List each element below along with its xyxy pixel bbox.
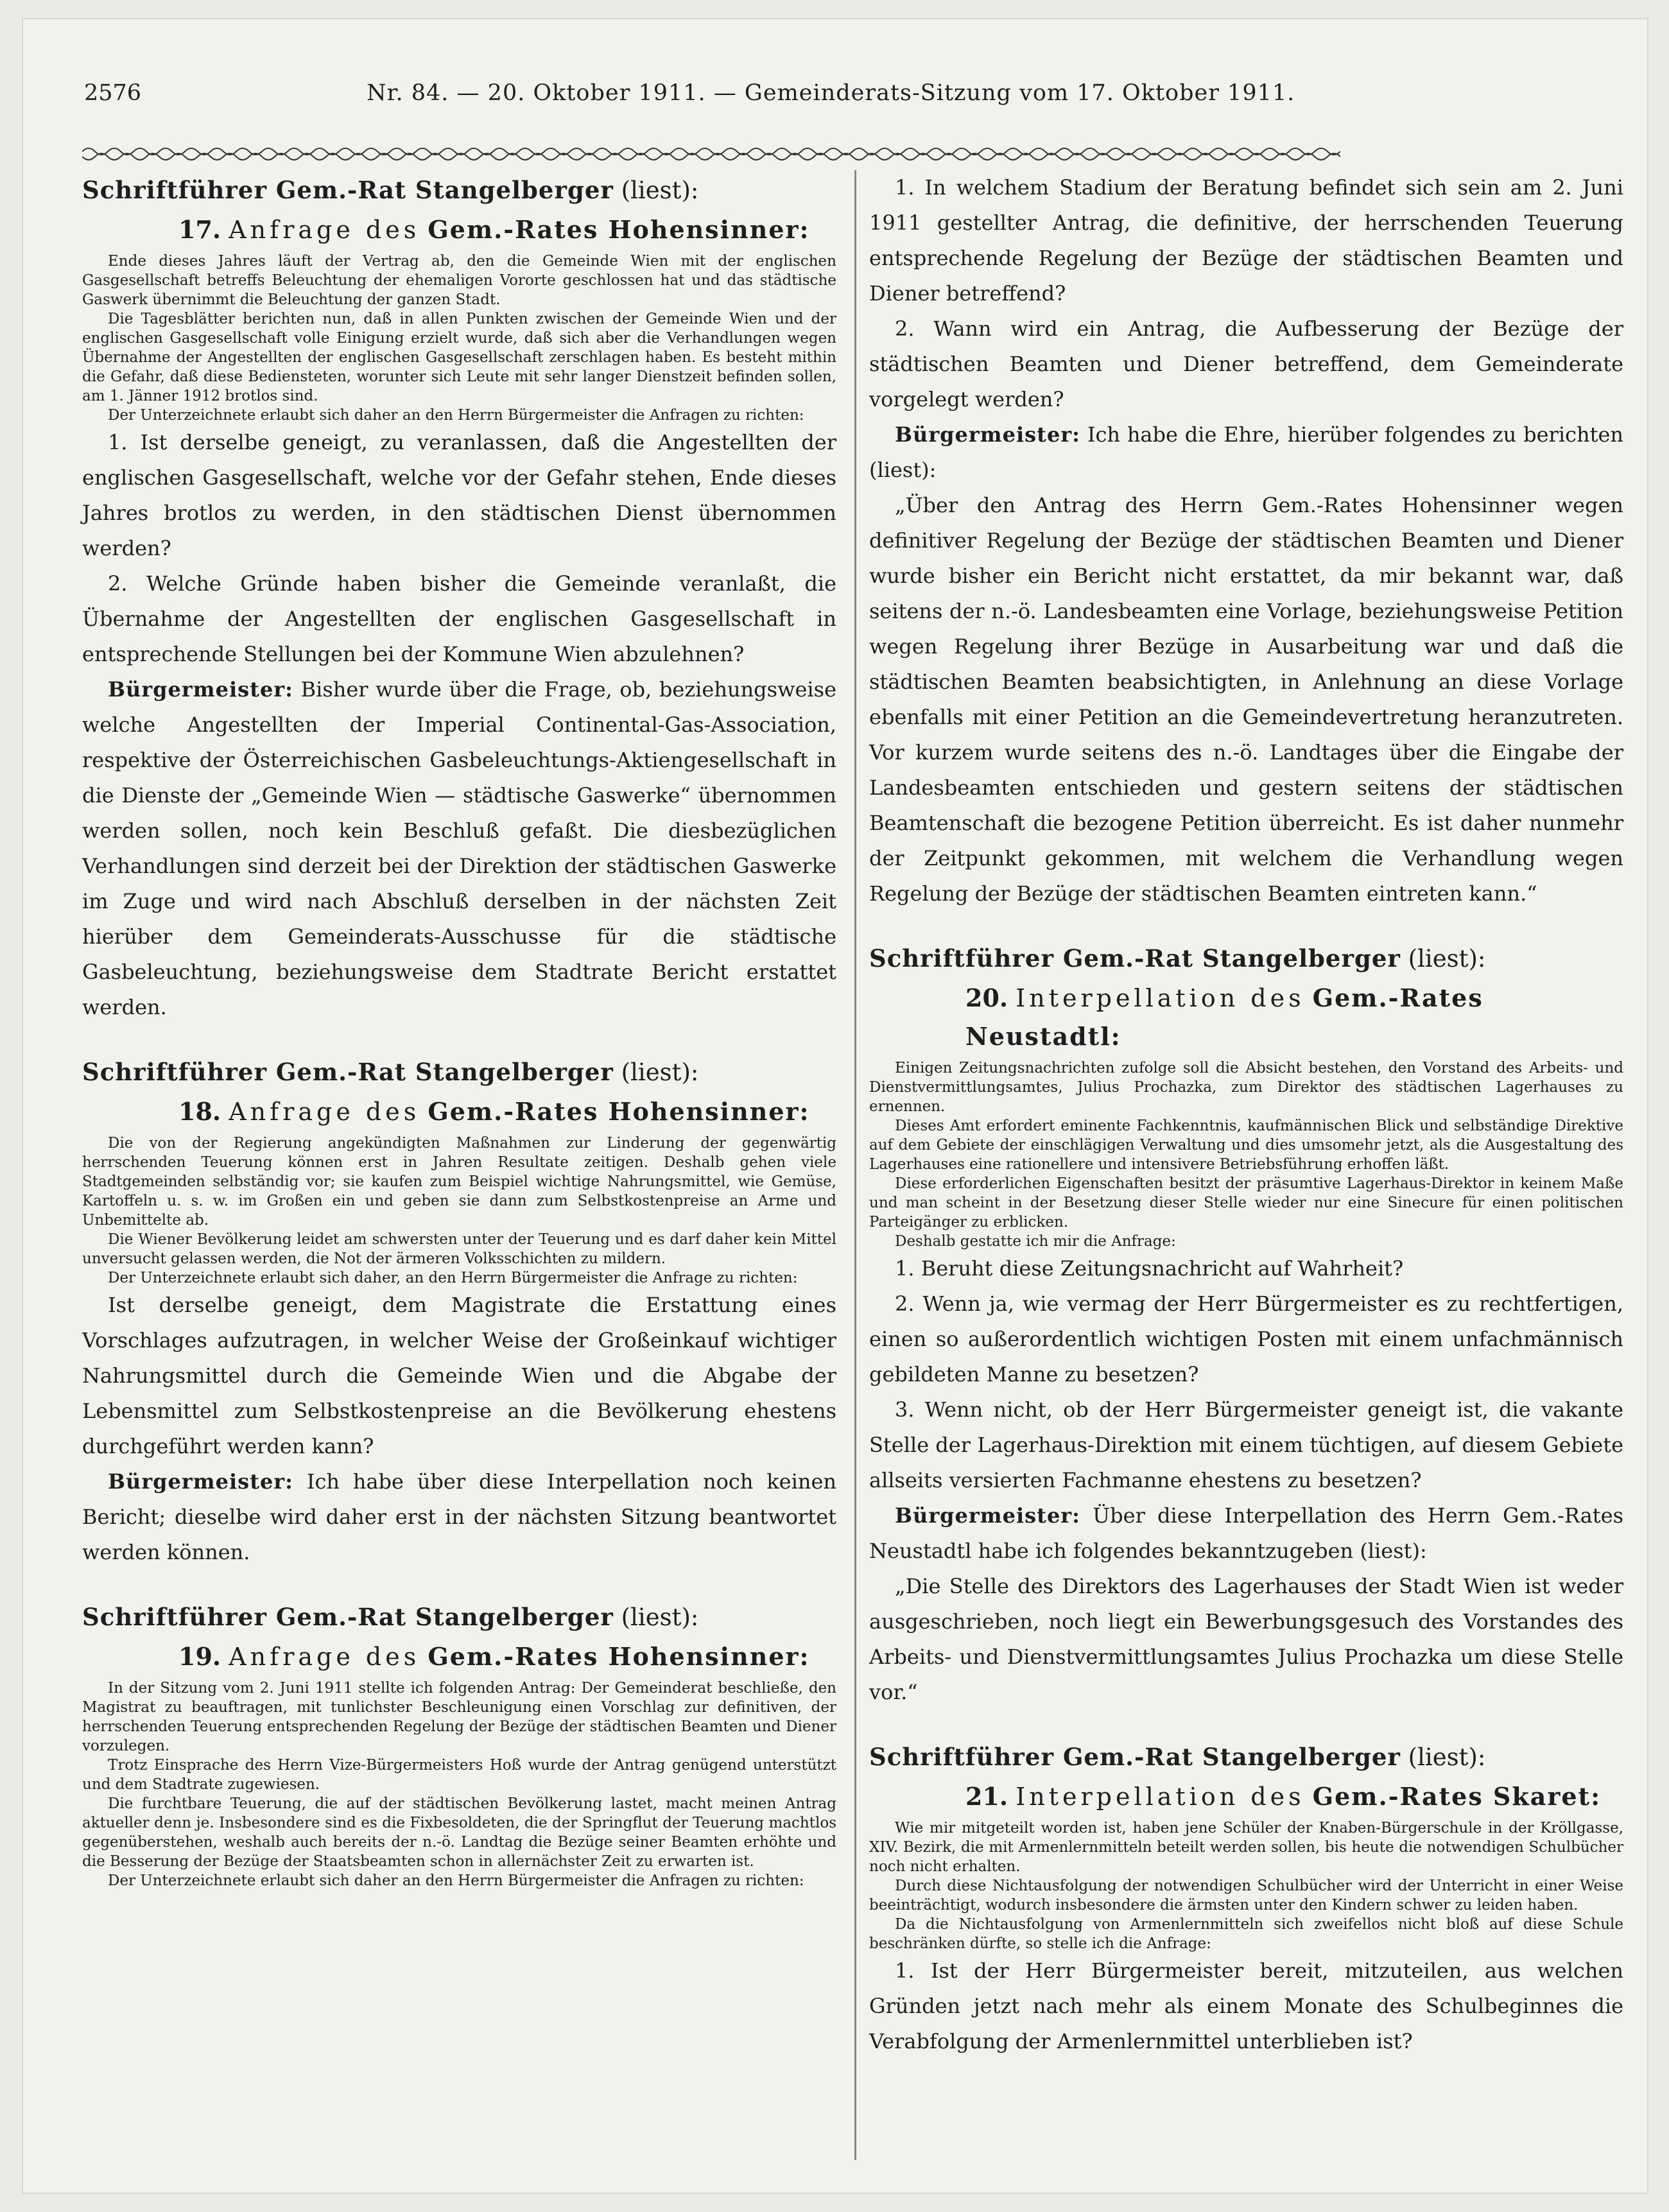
question: 1. Beruht diese Zeitungsnachricht auf Wahrheit? xyxy=(895,1256,1404,1281)
paragraph: Wie mir mitgeteilt worden ist, haben jene Schüler der Knaben-Bürgerschule in der Kröllgasse, XIV. Bezirk, die mit Armenlernmitteln beteilt werden sollen, bis heute die notwendigen Schulbücher noch nicht erhalten. xyxy=(869,1820,1623,1875)
wavy-rule xyxy=(82,143,1340,168)
paragraph: Trotz Einsprache des Herrn Vize-Bürgermeisters Hoß wurde der Antrag genügend unterstützt und dem Stadtrate zugewiesen. xyxy=(82,1757,836,1793)
question: 2. Wann wird ein Antrag, die Aufbesserung der Bezüge der städtischen Beamten und Diener betreffend, dem Gemeinderate vorgelegt werden? xyxy=(869,316,1623,411)
answer: Bürgermeister: Bisher wurde über die Frage, ob, beziehungsweise welche Angestellten der Imperial Continental-Gas-Association, respektive der Österreichischen Gasbeleuchtungs-Aktiengesellschaft in die Dienste der „Gemeinde Wien — städtische Gaswerke“ übernommen werden sollen, noch kein Beschluß gefaßt. Die diesbezüglichen Verhandlungen sind derzeit bei der Direktion der städtischen Gaswerke im Zuge und wird nach Abschluß derselben in der nächsten Zeit hierüber dem Gemeinderats-Ausschusse für die städtische Gasbeleuchtung, beziehungsweise dem Stadtrate Bericht erstattet werden. xyxy=(82,677,837,1019)
paragraph: Diese erforderlichen Eigenschaften besitzt der präsumtive Lagerhaus-Direktor in keinem Maße und man scheint in der Besetzung dieser Stelle wieder nur eine Sinecure für einen politischen Parteigänger zu erblicken. xyxy=(869,1175,1623,1231)
paragraph: Durch diese Nichtausfolgung der notwendigen Schulbücher wird der Unterricht in einer Weise beeinträchtigt, wodurch insbesondere die ärmsten unter den Kindern schwer zu leiden haben. xyxy=(869,1878,1623,1914)
paragraph: Deshalb gestatte ich mir die Anfrage: xyxy=(895,1233,1176,1250)
paragraph: Der Unterzeichnete erlaubt sich daher an den Herrn Bürgermeister die Anfragen zu richten: xyxy=(108,407,804,424)
paragraph: Der Unterzeichnete erlaubt sich daher, an den Herrn Bürgermeister die Anfrage zu richten: xyxy=(108,1270,798,1286)
paragraph: Dieses Amt erfordert eminente Fachkenntnis, kaufmännischen Blick und selbständige Direktive auf dem Gebiete der einschlägigen Verwaltung und dies umsomehr jetzt, als die Ausgestaltung des Lagerhauses eine rationellere und intensivere Betriebsführung erhoffen läßt. xyxy=(869,1118,1623,1173)
column-divider xyxy=(854,170,856,2160)
question: 3. Wenn nicht, ob der Herr Bürgermeister geneigt ist, die vakante Stelle der Lagerhaus-Direktion mit einem tüchtigen, auf diesem Gebiete allseits versierten Fachmanne ehestens zu besetzen? xyxy=(869,1397,1623,1492)
item-19 xyxy=(82,1597,836,1890)
item-title: 19. Anfrage des Gem.-Rates Hohensinner: xyxy=(178,1642,810,1671)
question: 1. Ist derselbe geneigt, zu veranlassen, daß die Angestellten der englischen Gasgesellschaft, welche vor der Gefahr stehen, Ende dieses Jahres brotlos zu werden, in den städtischen Dienst übernommen werden? xyxy=(82,430,836,560)
item-18 xyxy=(82,1052,836,1570)
paragraph: Die Wiener Bevölkerung leidet am schwersten unter der Teuerung und es darf daher kein Mittel unversucht gelassen werden, die Not der ärmeren Volksschichten zu mildern. xyxy=(82,1231,836,1267)
paragraph: Der Unterzeichnete erlaubt sich daher an den Herrn Bürgermeister die Anfragen zu richten: xyxy=(108,1872,804,1889)
paragraph: Die von der Regierung angekündigten Maßnahmen zur Linderung der gegenwärtig herrschenden Teuerung können erst in Jahren Resultate zeitigen. Deshalb gehen viele Stadtgemeinden selbständig vor; sie kaufen zum Beispiel wichtige Nahrungsmittel, wie Gemüse, Kartoffeln u. s. w. im Großen ein und geben sie dann zum Selbstkostenpreise an Arme und Unbemittelte ab. xyxy=(82,1135,836,1229)
speaker-line: Schriftführer Gem.-Rat Stangelberger (liest): xyxy=(82,1058,699,1086)
answer: Bürgermeister: Über diese Interpellation des Herrn Gem.-Rates Neustadtl habe ich folgendes bekanntzugeben (liest): xyxy=(869,1503,1624,1563)
answer: Bürgermeister: Ich habe die Ehre, hierüber folgendes zu berichten (liest): xyxy=(869,422,1624,482)
paragraph: In der Sitzung vom 2. Juni 1911 stellte ich folgenden Antrag: Der Gemeinderat beschließe, den Magistrat zu beauftragen, mit tunlichster Beschleunigung einen Vorschlag zur definitiven, der herrschenden Teuerung entsprechenden Regelung der Bezüge der städtischen Beamten und Diener vorzulegen. xyxy=(82,1680,836,1754)
left-column xyxy=(82,170,836,1890)
paragraph: Da die Nichtausfolgung von Armenlernmitteln sich zweifellos nicht bloß auf diese Schule beschränken dürfte, so stelle ich die Anfrage: xyxy=(869,1916,1623,1952)
speaker-line: Schriftführer Gem.-Rat Stangelberger (liest): xyxy=(869,944,1486,972)
quote: „Über den Antrag des Herrn Gem.-Rates Hohensinner wegen definitiver Regelung der Bezüge der städtischen Beamten und Diener wurde bisher ein Bericht nicht erstattet, da mir bekannt war, daß seitens der n.-ö. Landesbeamten eine Vorlage, beziehungsweise Petition wegen Regelung ihrer Bezüge in Ausarbeitung war und daß die städtischen Beamten beabsichtigten, in Anlehnung an diese Vorlage ebenfalls mit einer Petition an die Gemeindevertretung heranzutreten. Vor kurzem wurde seitens des n.-ö. Landtages über die Eingabe der Landesbeamten entschieden und gestern seitens der städtischen Beamtenschaft die bezogene Petition überreicht. Es ist daher nunmehr der Zeitpunkt gekommen, mit welchem die Verhandlung wegen Regelung der Bezüge der städtischen Beamten eintreten kann.“ xyxy=(869,493,1623,906)
question: 2. Wenn ja, wie vermag der Herr Bürgermeister es zu rechtfertigen, einen so außerordentlich wichtigen Posten mit einem unfachmännisch gebildeten Manne zu besetzen? xyxy=(869,1292,1623,1387)
header-title: Nr. 84. — 20. Oktober 1911. — Gemeinderats-Sitzung vom 17. Oktober 1911. xyxy=(367,80,1295,106)
paragraph: Ende dieses Jahres läuft der Vertrag ab, den die Gemeinde Wien mit der englischen Gasgesellschaft betreffs Beleuchtung der ehemaligen Vororte geschlossen hat und das städtische Gaswerk übernimmt die Beleuchtung der ganzen Stadt. xyxy=(82,253,836,308)
page-header xyxy=(84,80,1336,132)
item-17 xyxy=(82,170,836,1025)
item-title: 18. Anfrage des Gem.-Rates Hohensinner: xyxy=(178,1097,810,1126)
right-column xyxy=(869,170,1623,2059)
answer: Bürgermeister: Ich habe über diese Interpellation noch keinen Bericht; dieselbe wird daher erst in der nächsten Sitzung beantwortet werden können. xyxy=(82,1469,837,1564)
speaker-line: Schriftführer Gem.-Rat Stangelberger (liest): xyxy=(82,176,699,204)
page-number: 2576 xyxy=(84,80,142,106)
item-19-continued xyxy=(869,170,1623,912)
newspaper-page xyxy=(23,19,1647,2193)
question: 1. Ist der Herr Bürgermeister bereit, mitzuteilen, aus welchen Gründen jetzt nach mehr als einem Monate des Schulbeginnes die Verabfolgung der Armenlernmittel unterblieben ist? xyxy=(869,1958,1623,2053)
paragraph: Die Tagesblätter berichten nun, daß in allen Punkten zwischen der Gemeinde Wien und der englischen Gasgesellschaft volle Einigung erzielt wurde, daß sich aber die Verhandlungen wegen Übernahme der Angestellten der englischen Gasgesellschaft zerschlagen haben. Es besteht mithin die Gefahr, daß diese Bediensteten, worunter sich Leute mit sehr langer Dienstzeit befinden sollen, am 1. Jänner 1912 brotlos sind. xyxy=(82,311,836,404)
speaker-line: Schriftführer Gem.-Rat Stangelberger (liest): xyxy=(82,1603,699,1631)
paragraph: Die furchtbare Teuerung, die auf der städtischen Bevölkerung lastet, macht meinen Antrag aktueller denn je. Insbesondere sind es die Fixbesoldeten, die der Springflut der Teuerung machtlos gegenüberstehen, weshalb auch bereits der n.-ö. Landtag die Bezüge seiner Beamten erhöhte und die Besserung der Bezüge der Staatsbeamten schon in allernächster Zeit zu erwarten ist. xyxy=(82,1795,836,1870)
quote: „Die Stelle des Direktors des Lagerhauses der Stadt Wien ist weder ausgeschrieben, noch liegt ein Bewerbungsgesuch des Vorstandes des Arbeits- und Dienstvermittlungsamtes Julius Prochazka um diese Stelle vor.“ xyxy=(869,1574,1623,1704)
speaker-line: Schriftführer Gem.-Rat Stangelberger (liest): xyxy=(869,1743,1486,1771)
question: 2. Welche Gründe haben bisher die Gemeinde veranlaßt, die Übernahme der Angestellten der englischen Gasgesellschaft in entsprechende Stellungen bei der Kommune Wien abzulehnen? xyxy=(82,571,836,666)
question: Ist derselbe geneigt, dem Magistrate die Erstattung eines Vorschlages aufzutragen, in welcher Weise der Großeinkauf wichtiger Nahrungsmittel durch die Gemeinde Wien und die Abgabe der Lebensmittel zum Selbstkostenpreise an die Bevölkerung ehestens durchgeführt werden kann? xyxy=(82,1293,836,1458)
item-title: 21. Interpellation des Gem.-Rates Skaret: xyxy=(965,1782,1602,1811)
item-21 xyxy=(869,1737,1623,2059)
item-20 xyxy=(869,938,1623,1710)
paragraph: Einigen Zeitungsnachrichten zufolge soll die Absicht bestehen, den Vorstand des Arbeits- und Dienstvermittlungsamtes, Julius Prochazka, zum Direktor des städtischen Lagerhauses zu ernennen. xyxy=(869,1060,1623,1115)
item-title: 20. Interpellation des Gem.-Rates Neustadtl: xyxy=(965,983,1483,1051)
item-title: 17. Anfrage des Gem.-Rates Hohensinner: xyxy=(178,215,810,244)
question: 1. In welchem Stadium der Beratung befindet sich sein am 2. Juni 1911 gestellter Antrag, die definitive, der herrschenden Teuerung entsprechende Regelung der Bezüge der städtischen Beamten und Diener betreffend? xyxy=(869,175,1623,306)
